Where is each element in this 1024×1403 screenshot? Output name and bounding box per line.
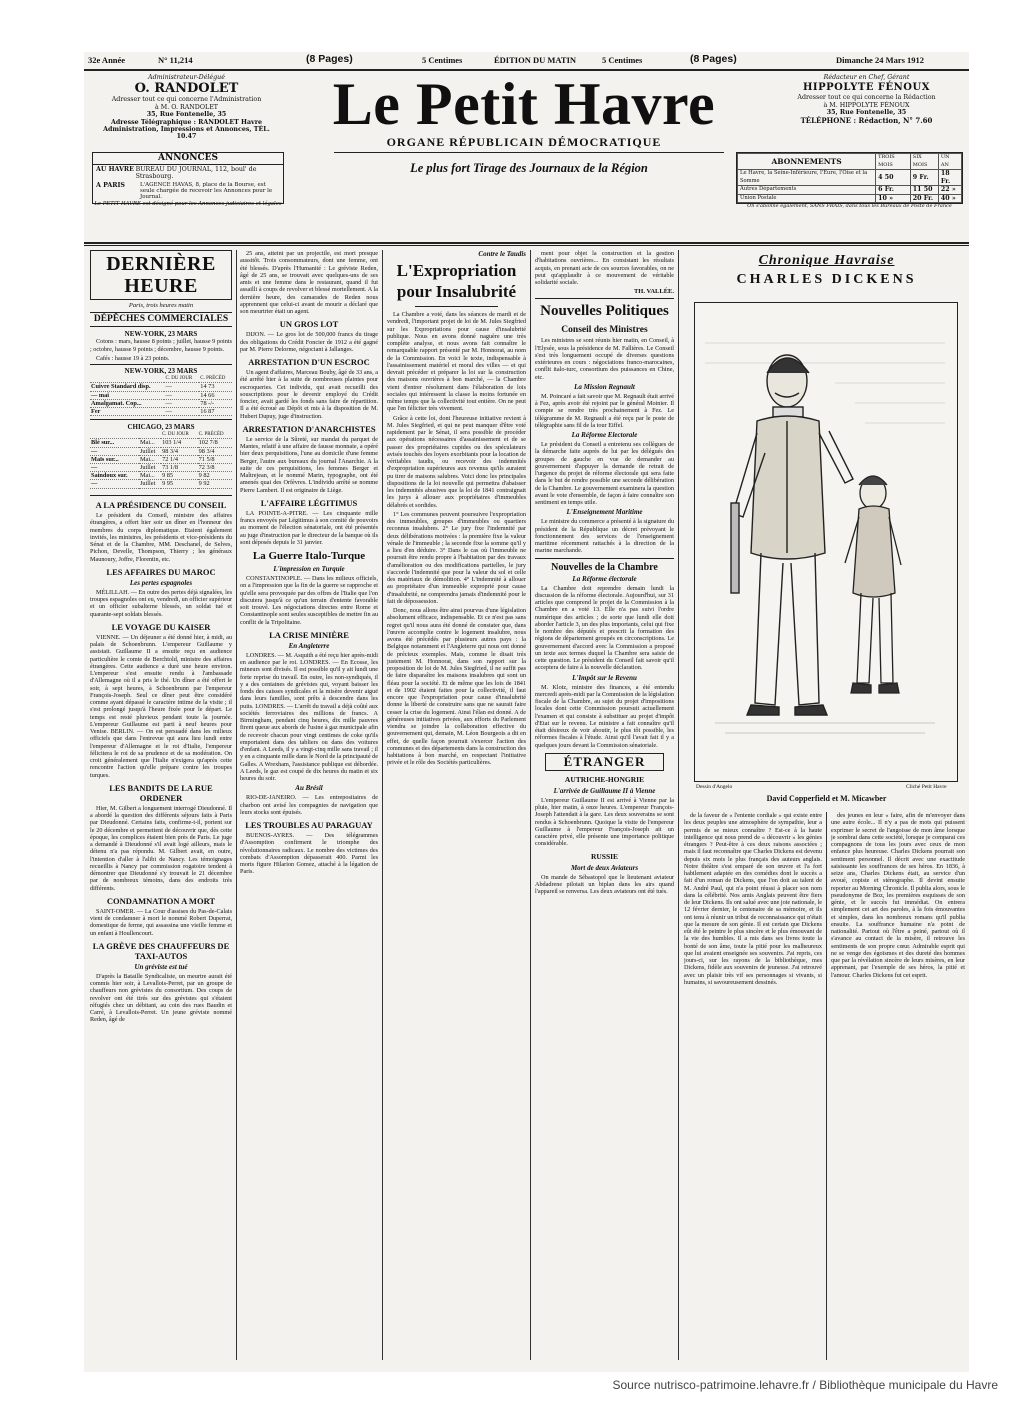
guerre-heading: La Guerre Italo-Turque [252,550,366,562]
table-row: — Juillet 73 1/8 72 3/8 [90,464,232,472]
price-left: 5 Centimes [422,55,463,65]
copperfield-micawber-drawing [695,303,957,781]
expropriation-text-3: 1° Les communes peuvent poursuivre l'expropriation des immeubles, groupes d'immeubles ou quartiers reconnus insalubres. 2° Le jury fixe l'indemnité par deux délibérations motivées : la première fixe la valeur vénale de l'immeuble ; la seconde fixe la somme qu'il y a lieu d'en déduire. 3° Dans le cas où l'immeuble ne pourrait être rendu propre à l'habitation par des travaux d'amélioration ou des modifications partielles, le jury s'accorde l'indemnité que pour la valeur du sol et celle des matériaux de démolition. 4° L'indemnité à allouer au propriétaire d'un immeuble exproprié pour cause d'insalubrité, ne comprendra jamais d'indemnité pour le fait de dépossession. [387,510,526,605]
price-right: 5 Centimes [602,55,643,65]
crise-sub: En Angleterre [288,641,330,650]
bresil-heading: Au Brésil [295,784,323,793]
newspaper-page [84,52,969,1372]
autriche-heading: AUTRICHE-HONGRIE [564,774,645,784]
masthead-title: Le Petit Havre [332,71,716,137]
presidence-heading: A LA PRÉSIDENCE DU CONSEIL [95,500,227,511]
table-row: Saindoux sur. Mai... 9 85 9 82 [90,472,232,480]
maroc-text: MÉLILLAH. — En outre des pertes déjà signalées, les troupes espagnoles ont eu, vendredi, un officier supérieur et un officier subalterne blessés, un soldat tué et quarante-sept soldats blessés. [90,588,232,618]
chronique-title: Chronique Havraise [758,253,895,268]
table-row: Maïs sur... Mai... 72 1/4 71 5/8 [90,455,232,463]
abo-price: 20 Fr. [910,194,938,203]
abo-row-label: Autres Départements [738,186,876,195]
chronique-header [684,252,969,290]
column-rule [382,250,383,1360]
russie-text: On mande de Sébastopol que le lieutenant aviateur Abdadrene pilotait un biplan dans les airs quand l'appareil se renversa. Les deux aviateurs ont été tués. [535,873,674,895]
table-col-head: C. DU JOUR [161,431,198,439]
abo-price: 18 Fr. [938,170,961,186]
chicago-title: CHICAGO, 23 MARS [127,422,195,431]
autriche-sub: L'arrivée de Guillaume II à Vienne [553,786,656,795]
chronique-text-a: de la faveur de « l'entente cordiale » qui existe entre les deux peuples une atmosphère de sympathie, leur a permis de se mieux connaître ? Est-ce à la haute intelligence qui nous prend de « découvrir » les génies étrangers ? Peut-être à ces deux raisons associées ; mais il faut reconnaître que Charles Dickens est devenu depuis six mois le plus français des auteurs anglais. Notre théâtre s'est emparé de son œuvre et l'a fort habilement adaptée en des comédies dont le succès a fait d'un roman de Dickens, que l'on doit au talent de M. André Paul, qui n'a point réussi à placer son nom dans la célébrité. Nos amis Anglais peuvent être fiers de leur Dickens. Ils ont salué avec une joie nationale, le 12 février dernier, le centenaire de sa mémoire, et ils ont tenu à réunir un tribut de reconnaissance qui n'était que la mesure de son génie. Il est certain que Dickens eût été le peintre le plus sincère et le plus émouvant de la vie des humbles. Il a mis dans ses livres toute la bonté de son âme, toute la pitié pour les malheureux que lui avaient enseignée ses souvenirs. J'ai repris, ces jours-ci, sur les rayons de la bibliothèque, mes Dickens, fidèle aux souvenirs de jeunesse. J'ai retrouvé avec un plaisir très vif ses personnages si vivants, si humains, si savoureusement dessinés. [684,812,822,986]
abo-price: 10 » [876,194,911,203]
column-derniere-heure [90,250,232,1362]
redaction-block [774,74,959,125]
admin-line2: à M. O. RANDOLET [155,103,218,111]
reforme-heading: La Réforme Electorale [571,431,638,439]
table-col-head: C. DU JOUR [164,375,199,383]
illustration-credit-left: Dessin d'Angelo [696,784,733,790]
reforme-text: Le président du Conseil a entretenu ses collègues de la démarche faite auprès de lui par les délégués des groupes de gauche en vue de demander au gouvernement d'appuyer la demande de retrait de l'urgence du projet de réforme électorale qui sera faite dans le but de rendre possible une seconde délibération de la Chambre. Le gouvernement examinera la question avant le vote d'ensemble, de façon à faire connaître son sentiment en temps utile. [535,441,674,506]
bresil-text: RIO-DE-JANEIRO. — Les entrepositaires de charbon ont avisé les compagnies de navigation que leurs stocks sont épuisés. [240,794,378,816]
greve-text: D'après la Bataille Syndicaliste, un meurtre aurait été commis hier soir, à Levallois-Perret, par un groupe de chauffeurs non grévistes du consortium. Des coups de revolver ont été tirés sur des grévistes qui s'étaient réfugiés chez un débitant, au coin des rues Baudin et Carré, à Levallois-Perret. Un jeune gréviste nommé Reden, âgé de [90,972,232,1024]
cafes-text: Cafés : hausse 19 à 23 points. [96,354,170,362]
admin-role: Administrateur-Délégué [148,74,225,81]
annonces-title: ANNONCES [93,153,283,165]
annonces-havre-label: AU HAVRE [96,166,134,173]
kaiser-text: VIENNE. — Un déjeuner a été donné hier, à midi, au palais de Schoenbrunn. L'empereur Guillaume y assistait. Guillaume II a ensuite reçu en audience particulière le comte de Berchtold, ministre des affaires étrangères. Cette audience a duré une heure environ. L'empereur s'est ensuite rendu à l'ambassade d'Allemagne où il a pris le thé. Un dîner a été offert le soir, à sept heures, à Schoenbrunn par l'empereur François-Joseph. Seul ce dîner peut être considéré comme ayant dépassé le caractère intime de la visite ; il s'est prolongé jusqu'à l'heure fixée pour le départ. Le temps est resté pluvieux pendant toute la journée. L'empereur Guillaume est parti à neuf heures pour Venise. BERLIN. — On est persuadé dans les milieux officiels que dans l'entrevue qui aura lieu lundi entre l'empereur d'Allemagne et le roi d'Italie, l'empereur félicitera le roi de sa prudence et de sa modération. On croit généralement que l'Italie n'exigera qu'après cette rencontre l'action qu'elle prépare contre les troupes turques. [90,633,232,779]
presidence-text: Le président du Conseil, ministre des affaires étrangères, a offert hier soir un dîner en l'honneur des membres du corps diplomatique. Etaient également invités, les ministres, les présidents et vice-présidents du Sénat et de la Chambre, MM. Deschanel, de Selves, Pichon, Develle, Thompson, Thierry ; les généraux Maunoury, Joffre, Florentin, etc. [90,512,232,563]
condamnation-text: SAINT-OMER. — La Cour d'assises du Pas-de-Calais vient de condamner à mort le nommé Robert Duperrat, domestique de ferme, qui assassina une vieille femme et un enfant à Houllencourt. [90,907,232,937]
abonnements-title: ABONNEMENTS [738,154,876,170]
derniere-heure-heading: DERNIÈRE HEURE [106,253,216,297]
edition-label: ÉDITION DU MATIN [494,55,577,65]
condamnation-heading: CONDAMNATION A MORT [106,895,216,906]
crise-heading: LA CRISE MINIÈRE [269,629,349,640]
issue-date: Dimanche 24 Mars 1912 [836,55,925,65]
escroc-heading: ARRESTATION D'UN ESCROC [248,357,370,367]
legitimus-heading: L'AFFAIRE LÉGITIMUS [260,497,358,508]
abo-price: 9 Fr. [910,170,938,186]
pages-left: (8 Pages) [306,53,353,65]
metals-table [90,375,232,416]
crise-text: LONDRES. — M. Asquith a été reçu hier après-midi en audience par le roi. LONDRES. — En Ecosse, les mineurs sont divisés. Il est possible qu'il y ait lundi une forte reprise du travail. En outre, les non-syndiqués, il y a des centaines de grévistes qui, voyant baisser les fonds des caisses syndicales et la misère devenir aiguë dans leurs familles, sont prêts à descendre dans les puits. LONDRES. — L'arrêt du travail a déjà coûté aux sociétés ferroviaires des millions de francs. A Birmingham, pendant cinq heures, dix mille pauvres firent queue aux abords de l'usine à gaz municipale afin de recevoir chacun pour vingt centimes de coke qu'ils emportaient dans des tabliers ou dans des voitures d'enfant. A Leeds, il y a vingt-cinq mille sans travail ; il y en a cinquante mille dans le Nord de la principauté de Galles. A Wrexham, l'assistance publique est débordée. A Leeds, le gaz est coupé de dix heures du matin et six heures du soir. [240,651,378,782]
table-row: Amalgamat. Cop... — 78 -/- [90,399,232,407]
impot-text: M. Klotz, ministre des finances, a été entendu mercredi après-midi par la Commission de la législation fiscale de la Chambre, au sujet du projet d'impositions locales dont cette Commission poursuit actuellement l'examen et qui consiste à substituer au projet d'impôt d'Etat sur le revenu. Le ministre a fait connaître qu'il était désireux de voir aboutir, le plus tôt possible, les réformes fiscales à l'étude. Ainsi qu'il l'avait fait il y a quelques jours devant la Commission sénatoriale. [535,683,674,749]
table-row: Blé sur... Mai... 103 1/4 102 7/8 [90,439,232,447]
expropriation-text-1: La Chambre a voté, dans les séances de mardi et de vendredi, l'important projet de loi de M. Jules Siegfried sur les Expropriations pour cause d'insalubrité publique. Nous en avons donné naguère une très complète analyse, et nous avons fait connaître le remarquable rapport présenté par M. Honnorat, au nom de la Commission. En voici le texte, indispensable à l'assainissement matériel et moral des villes — et qui devrait précéder et préparer la loi sur la construction des maisons ouvrières à bon marché, — la Chambre vient d'entrer résolument dans l'élaboration de lois sociales qui intéressent la classe la moins fortunée en même temps que la collectivité tout entière. On ne peut que l'en féliciter très vivement. [387,311,526,413]
dickens-illustration [694,302,958,782]
chronique-subject: CHARLES DICKENS [736,272,917,287]
redaction-line1: Adresser tout ce qui concerne la Rédaction [797,94,936,102]
table-row: — mai — 14 66 [90,391,232,399]
bandits-text: Hier, M. Gilbert a longuement interrogé Dieudonné. Il a abordé la question des différents séjours faits à Paris par Dieudonné. Certains faits, confirme-t-il, portent sur le 20 décembre et permettent de découvrir que, dès cette époque, les complices étaient bien près de Paris. Le juge a demandé à Dieudonné s'il avait logé ailleurs, mais le détenu n'a pas répondu. M. Gilbert avait, en outre, l'intention d'aller à l'alibi de Nancy. Les témoignages recueillis à Nancy par commission rogatoire tendent à démontrer que Dieudonné s'y trouvait le 21 décembre par de nombreux témoins, dans des endroits très différents. [90,804,232,892]
greve-sub: Un gréviste est tué [134,962,188,971]
paraguay-text: BUENOS-AYRES. — Des télégrammes d'Assomption confirment le triomphe des révolutionnaires radicaux. Le nombre des victimes des combats d'Assomption dépasserait 400. Parmi les morts figure Hilarion Gomez, attaché à la légation de Paris. [240,832,378,876]
abo-price: 40 » [938,194,961,203]
abo-price: 4 50 [876,170,911,186]
guerre-sub: L'impression en Turquie [273,565,345,573]
table-row: Fer — 16 87 [90,407,232,415]
redaction-phone: TÉLÉPHONE : Rédaction, N° 7.60 [800,115,933,125]
chambre-sub: La Réforme électorale [572,574,637,583]
masthead-bottom-rule [84,242,969,244]
column-rule [678,250,679,1360]
expropriation-text-4: Donc, nous allons être ainsi pourvus d'une législation absolument efficace, indispensable. Et ce n'est pas sans regret qu'il nous aura été donné de constater que, dans l'œuvre accomplie contre le logement insalubre, nous avons été précédés par plusieurs autres pays : la Belgique notamment et l'Angleterre qui nous ont donné de précieux exemples. Mais, comme le disait très justement M. Honnorat, dans son rapport sur la proposition de loi de M. Jules Siegfried, il ne suffit pas de faire disparaître les maisons insalubres qui sont un fléau pour la société. Et de même que les lois de 1841 et de 1902 étaient faites pour la collectivité, il faut encore que l'expropriation pour cause d'insalubrité donne la liberté de construire sans que ne saurait faire cesser la crise du logement. Ainsi l'élan est donné. A de généreuses initiatives privées, aux efforts du Parlement viendra se joindre la collaboration effective du gouvernement qui, demain, M. Léon Bourgeois a dit en effet, de quelle façon pourrait s'exercer l'action des communes et des départements dans la construction des habitations à bon marché, en respectant l'initiative privée et le rôle des Sociétés particulières. [387,607,526,767]
table-row: — Juillet 98 3/4 98 3/4 [90,447,232,455]
chambre-heading: Nouvelles de la Chambre [551,561,658,573]
issue-number: N° 11,214 [158,55,193,65]
admin-name: O. RANDOLET [134,81,239,97]
chronique-column-a [684,812,822,1360]
ny-title: NEW-YORK, 23 MARS [124,330,198,338]
chambre-text: La Chambre doit reprendre demain lundi la discussion de la réforme électorale. Aujourd'hui, sur 31 articles que comprend le projet de la Commission à la Chambre en a voté 13. Elle n'a pas suivi l'ordre numérique des articles ; de sorte que lundi elle doit aborder l'article 3, un des plus importants, celui qui fixe le nombre des députés et prescrit la formation des régions de département groupés en circonscriptions. Le gouvernement d'accord avec la Commission a proposé un texte aux termes duquel la Chambre sera saisie de cette question. Le président du Conseil fait savoir qu'il acceptera de faire à la nouvelle déclaration. [535,584,674,672]
abo-price: 22 » [938,186,961,195]
kaiser-heading: LE VOYAGE DU KAISER [111,621,211,632]
etranger-heading: ÉTRANGER [563,753,646,769]
regnault-text: M. Poincaré a fait savoir que M. Regnault était arrivé à Fez, après avoir été rejoint par le général Moinier. Il compte se rendre très prochainement à Fez. Le télégramme de M. Regnault a été reçu par le poste de télégraphie sans fil de la tour Eiffel. [535,392,674,429]
anarchistes-heading: ARRESTATION D'ANARCHISTES [242,423,376,434]
annonces-note: Le PETIT HAVRE est désigné pour les Annonces judiciaires et légales [94,200,282,207]
escroc-text: Un agent d'affaires, Marceau Bouby, âgé de 33 ans, a été arrêté hier à la suite de nombreuses plaintes pour escroqueries. Cet individu, qui avait recueilli des souscriptions pour le devenir employé du Crédit foncier, avait gardé les fonds sans faire de répartition. Il a été écroué au Dépôt et mis à la disposition de M. Hubert Dupuy, juge d'instruction. [240,369,378,420]
impot-heading: L'Impôt sur le Revenu [572,673,637,682]
redaction-name: HIPPOLYTE FÉNOUX [802,82,930,94]
admin-block [94,74,279,141]
source-credit: Source nutrisco-patrimoine.lehavre.fr / Bibliothèque municipale du Havre [612,1378,998,1392]
table-row: Cuivre Standard disp. — 14 73 [90,383,232,391]
greve-heading: LA GRÈVE DES CHAUFFEURS DE TAXI-AUTOS [92,940,230,961]
russie-sub: Mort de deux Aviateurs [570,863,639,872]
column-rule [236,250,237,1360]
admin-telegraph: Adresse Télégraphique : RANDOLET Havre [110,118,263,126]
ny-text: Cotons : mars, hausse 8 points ; juillet, hausse 9 points ; octobre, hausse 9 points ; décembre, hausse 9 points. [90,338,232,353]
redaction-address: 35, Rue Fontenelle, 35 [826,109,907,117]
redaction-role: Rédacteur en Chef, Gérant [823,74,910,81]
bandits-heading: LES BANDITS DE LA RUE ORDENER [109,782,213,803]
col4-signature: TH. VALLÉE. [633,288,674,296]
column-rule [826,812,827,1360]
admin-line1: Adresser tout ce qui concerne l'Administration [111,96,262,104]
autriche-text: L'empereur Guillaume II est arrivé à Vienne par la pluie, hier matin, à onze heures. L'empereur François-Joseph l'attendait à la gare. Les deux souverains se sont rendus à Schoenbrunn. Quoique la visite de l'empereur Guillaume à l'empereur François-Joseph ait un caractère privé, elle présente une importance politique considérable. [535,796,674,848]
depeches-heading: DÉPÊCHES COMMERCIALES [93,314,229,324]
masthead-bottom-rule-thin [84,245,969,246]
admin-phone: Administration, Impressions et Annonces, TÉL. 10.47 [103,126,270,141]
masthead-subtitle: ORGANE RÉPUBLICAIN DÉMOCRATIQUE [386,135,662,149]
table-col-head: C. PRÉCÉD [198,431,232,439]
maroc-heading: LES AFFAIRES DU MAROC [106,566,216,577]
col2-intro: 25 ans, atteint par un projectile, est mort presque aussitôt. Trois consommateurs, dont une femme, ont été blessés. D'après l'Humanité : Le gréviste Reden, âgé de 25 ans, se trouvait avec quelques-uns de ses amis et une femme dans le restaurant, quand il fut assailli à coups de revolver et blessé mortellement. A la dernière heure, des camarades de Reden nous apprennent que celui-ci avant de mourir a déclaré que son meurtrier était un agent. [240,250,378,315]
maroc-sub: Les pertes espagnoles [129,578,193,587]
pages-right: (8 Pages) [690,53,737,65]
gros-lot-heading: UN GROS LOT [279,319,339,330]
russie-heading: RUSSIE [590,851,619,861]
annonces-havre-text: BUREAU DU JOURNAL, 112, boul' de Strasbourg. [135,166,257,181]
column-two [240,250,378,1362]
regnault-heading: La Mission Regnault [574,382,635,391]
guerre-text: CONSTANTINOPLE. — Dans les milieux officiels, on a l'impression que la fin de la guerre se rapproche et qu'elle sera provoquée par des offres de l'Italie que l'on discutera jusqu'à ce qu'un terrain d'entente favorable soit trouvé. Les négociations directes entre Rome et Constantinople sont seules susceptibles de mettre fin au conflit de la Tripolitaine. [240,575,378,626]
column-expropriation [387,250,526,1362]
anarchistes-text: Le service de la Sûreté, sur mandat du parquet de Mantes, relatif à une affaire de fausse monnaie, a opéré hier deux perquisitions, l'une au domicile d'une femme Berger, l'autre aux bureaux du journal l'Anarchie. A la suite de ces perquisitions, les femmes Berger et Maîtrejean, et le nommé Marin, typographe, ont été amenés quai des Orfèvres. L'individu arrêté se nomme Pierre Lambert. Il est originaire de Liège. [240,435,378,494]
chicago-table [90,431,232,488]
abo-col-head: SIX MOIS [910,154,938,170]
abo-price: 11 50 [910,186,938,195]
expropriation-kicker: Contre le Taudis [478,250,526,258]
gros-lot-text: DIJON. — Le gros lot de 500,000 francs du tirage des obligations du Crédit Foncier de 1912 a été gagné par M. Pierre Delorme, négociant à Jallanges. [240,331,378,353]
annonces-box [92,152,284,207]
abo-row-label: Le Havre, la Seine-Inférieure, l'Eure, l'Oise et la Somme [738,170,876,186]
col4-intro: ment pour objet la construction et la gestion d'habitations ouvrières... En consistant les résultats acquis, en prenant acte de ces sources favorables, on ne peut qu'applaudir à ce mouvement de véritable solidarité sociale. [535,250,674,286]
redaction-line2: à M. HIPPOLYTE FÉNOUX [823,101,910,109]
abo-price: 6 Fr. [876,186,911,195]
conseil-heading: Conseil des Ministres [561,325,648,336]
expropriation-text-2: Grâce à cette loi, dont l'heureuse initiative revient à M. Jules Siegfried, et qui ne peut manquer d'être voté rapidement par le Sénat, il sera possible de procéder aux opérations nécessaires d'assainissement et de se passer des propriétaires cupides ou des spéculateurs avisés touchés des loyers exorbitants pour la location de véritables taudis, ou recevoir des indemnités d'expropriation supérieures aux revenus qu'ils auraient pu tirer de maisons salubres. Voici donc les principales dispositions de la loi nouvelle qui permettra d'abaisser les indemnités abusives que la loi de 1841 contraignait les jurys à allouer aux propriétaires d'immeubles délabrés et sordides. [387,414,526,509]
illustration-caption: David Copperfield et M. Micawber [766,794,887,803]
chronique-column-b [831,812,965,1360]
maritime-heading: L'Enseignement Maritime [566,508,643,517]
column-politique [535,250,674,1362]
abonnements-note: On s'abonne également, SANS FRAIS, dans tous les Bureaux de Poste de France [747,203,952,209]
ny2-title: NEW-YORK, 23 MARS [124,366,198,375]
masthead-tagline: Le plus fort Tirage des Journaux de la Région [410,161,648,175]
expropriation-title: L'Expropriation pour Insalubrité [396,261,517,301]
maritime-text: Le ministre du commerce a présenté à la signature du président de la République un décret prévoyant le fonctionnement des services de l'enseignement maritime récemment rattachés à la direction de la marine marchande. [535,518,674,555]
abo-row-label: Union Postale [738,194,876,203]
table-col-head: C. PRÉCÉD [199,375,232,383]
conseil-text: Les ministres se sont réunis hier matin, en Conseil, à l'Elysée, sous la présidence de M. Fallières. Le Conseil s'est très longuement occupé de diverses questions extérieures en cours : négociations franco-marocaines, conflit italo-turc, consortium des puissances en Chine, etc. [535,337,674,381]
abo-col-head: TROIS MOIS [876,154,911,170]
abonnements-box [736,152,963,209]
issue-year: 32e Année [88,55,126,65]
annonces-paris-label: A PARIS [96,181,125,189]
chronique-text-b: des jeunes en leur « faire, afin de m'envoyer dans une autre école... Il n'y a pas de mots qui puissent exprimer le secret de l'angoisse de mon âme lorsque je sombrai dans cette société, lorsque je comparai ces compagnons de tous les jours avec ceux de mon enfance plus heureuse. Charles Dickens pourrait son sentiment personnel. Il décrit avec une exactitude saisissante les souffrances de ses héros. En 1836, à seize ans, Charles Dickens était, au service d'un avoué, copiste et sténographe. Il devint ensuite reporter au Morning Chronicle. Il publia alors, sous le pseudonyme de Boz, les premières esquisses de son génie, et le succès fut immédiat. On entrera simplement cet art des paroles, à la fois émouvantes et simples, dans les nombreux romans qu'il publia ensuite. La souffrance humaine n'a point de nationalité. Partout où l'être a peiné, partout où il s'avance au contact de la misère, il retrouve les sentiments de son propre cœur. Admirable esprit qui ne se venge des égoïsmes et des dureté des hommes que par la révélation sincère de leurs misères, en leur apprenant, par l'exemple de ses héros, la pitié et l'amour. Charles Dickens fut cet esprit. [831,812,965,979]
legitimus-text: LA POINTE-A-PITRE. — Les cinquante mille francs envoyés par Légitimus à son comité de pouvoirs au moment de l'élection sénatoriale, ont été présentés au juge d'instruction par le directeur de la banque où ils sont déposés depuis le 31 janvier. [240,509,378,546]
column-rule [530,250,531,1360]
illustration-credit-right: Cliché Petit Havre [906,784,947,790]
derniere-heure-sub: Paris, trois heures matin [128,302,194,309]
table-row: — Juillet 9 95 9 92 [90,480,232,488]
paraguay-heading: LES TROUBLES AU PARAGUAY [245,820,373,830]
abo-col-head: UN AN [938,154,961,170]
admin-address: 35, Rue Fontenelle, 35 [146,111,227,119]
annonces-paris-text: L'AGENCE HAVAS, 8, place de la Bourse, est seule chargée de recevoir les Annonces pour le Journal. [140,181,273,201]
masthead-rule [334,152,724,153]
politiques-title: Nouvelles Politiques [540,303,669,320]
